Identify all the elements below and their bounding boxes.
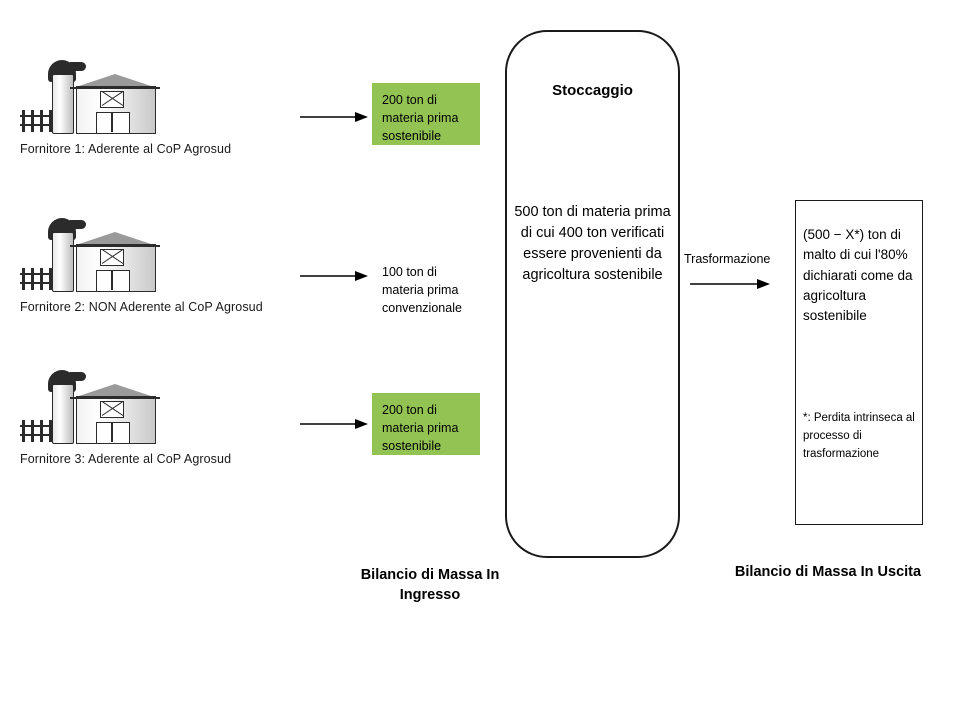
fence-icon xyxy=(20,268,54,290)
transformation-label: Trasformazione xyxy=(684,252,771,266)
farm-icon xyxy=(20,58,170,138)
barn-door xyxy=(96,270,130,292)
flow-arrow-3 xyxy=(300,412,370,436)
supplier-block-1 xyxy=(10,58,310,156)
flow-arrow-2 xyxy=(300,264,370,288)
barn-door xyxy=(96,112,130,134)
flow-arrow-1 xyxy=(300,105,370,129)
farm-icon xyxy=(20,368,170,448)
barn-roof-edge xyxy=(70,397,160,399)
barn-door-split xyxy=(111,112,113,132)
supplier-label-2: Fornitore 2: NON Aderente al CoP Agrosud xyxy=(20,300,263,314)
input-flow-box-1: 200 ton di materia prima sostenibile xyxy=(372,83,480,145)
barn-door-split xyxy=(111,422,113,442)
supplier-label-1: Fornitore 1: Aderente al CoP Agrosud xyxy=(20,142,232,156)
farm-icon xyxy=(20,216,170,296)
barn-window xyxy=(100,401,124,418)
supplier-block-2 xyxy=(10,216,310,314)
barn-window xyxy=(100,249,124,266)
barn-door xyxy=(96,422,130,444)
storage-content: 500 ton di materia prima di cui 400 ton verificati essere provenienti da agricoltura sostenibile xyxy=(514,204,671,284)
fence-icon xyxy=(20,420,54,442)
supplier-label-3: Fornitore 3: Aderente al CoP Agrosud xyxy=(20,452,232,466)
storage-title: Stoccaggio xyxy=(552,82,633,99)
supplier-block-3 xyxy=(10,368,310,466)
barn-roof-edge xyxy=(70,245,160,247)
footer-input-balance: Bilancio di Massa In Ingresso xyxy=(360,567,500,604)
footer-output-balance: Bilancio di Massa In Uscita xyxy=(734,564,922,580)
input-flow-box-3: 200 ton di materia prima sostenibile xyxy=(372,393,480,455)
barn-door-split xyxy=(111,270,113,290)
transformation-arrow xyxy=(690,272,772,296)
output-note-text: *: Perdita intrinseca al processo di trasformazione xyxy=(803,412,915,460)
barn-window xyxy=(100,91,124,108)
storage-tank xyxy=(505,30,680,558)
output-main-text: (500 − X*) ton di malto di cui l'80% dichiarati come da agricoltura sostenibile xyxy=(803,227,913,323)
input-flow-box-2: 100 ton di materia prima convenzionale xyxy=(382,265,462,316)
barn-roof-edge xyxy=(70,87,160,89)
fence-icon xyxy=(20,110,54,132)
